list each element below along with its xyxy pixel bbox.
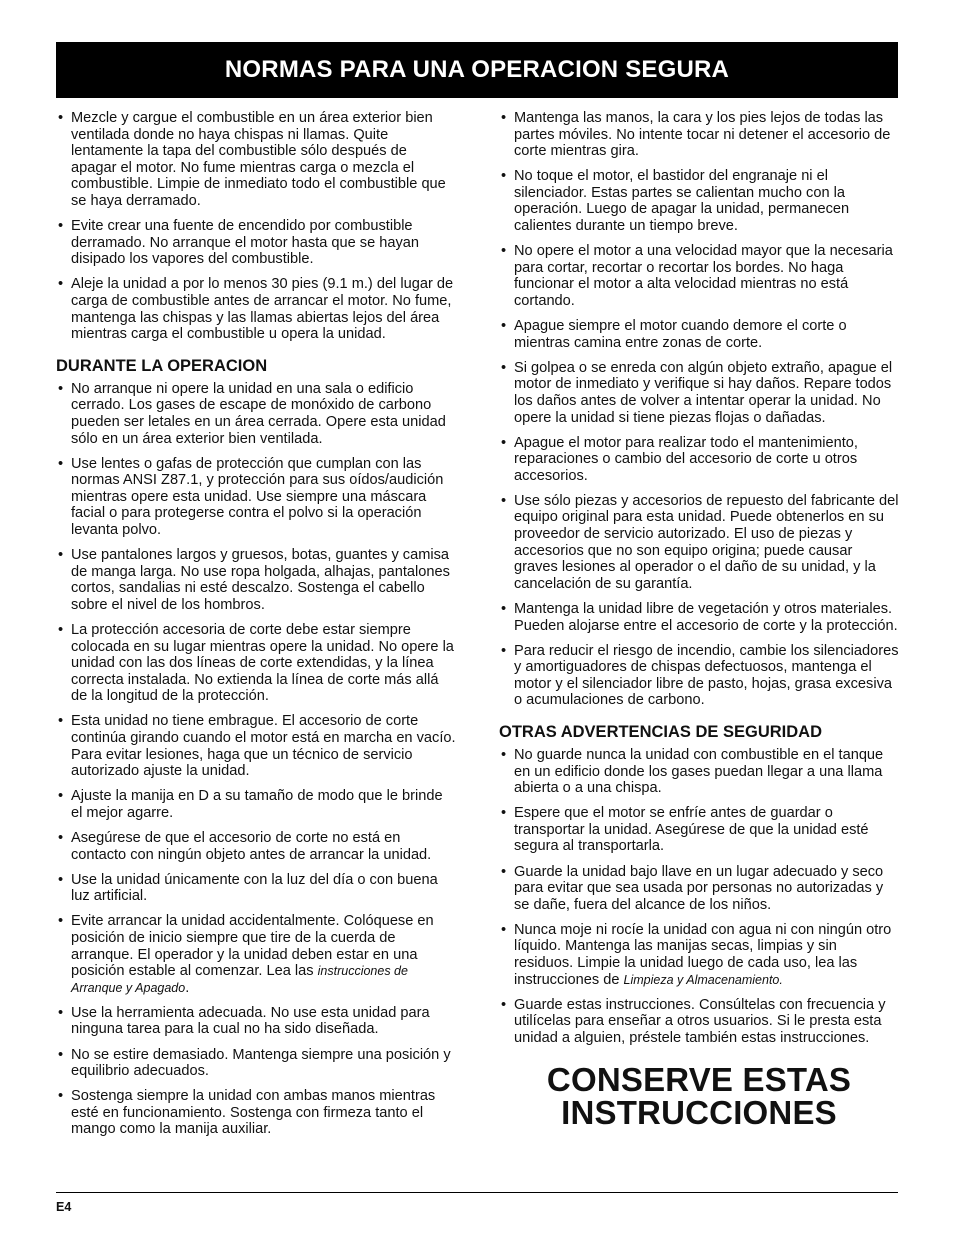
list-item: • Mantenga la unidad libre de vegetación y otros materiales. Pueden alojarse entre el accesorio de corte y la protección. — [499, 601, 899, 634]
list-item: • Asegúrese de que el accesorio de corte no está en contacto con ningún objeto antes de arrancar la unidad. — [56, 830, 456, 863]
conserve-line-2: INSTRUCCIONES — [561, 1093, 837, 1131]
left-column — [56, 110, 456, 1146]
item-end: . — [185, 979, 190, 996]
list-item: • Evite crear una fuente de encendido por combustible derramado. No arranque el motor hasta que se hayan disipado los vapores del combustible. — [56, 218, 456, 268]
list-item: • No se estire demasiado. Mantenga siempre una posición y equilibrio adecuados. — [56, 1047, 456, 1080]
page-number: E4 — [56, 1200, 72, 1214]
other-warnings-list — [499, 747, 899, 1047]
list-item: • No arranque ni opere la unidad en una sala o edificio cerrado. Los gases de escape de monóxido de carbono pueden ser letales en un área cerrada. Opere esta unidad sólo en un área exterior bien ventilada. — [56, 381, 456, 447]
conserve-instructions-heading — [499, 1060, 899, 1131]
operation-list — [56, 381, 456, 1138]
page-title: NORMAS PARA UNA OPERACION SEGURA — [224, 56, 730, 83]
section-heading-other-warnings: OTRAS ADVERTENCIAS DE SEGURIDAD — [499, 723, 822, 741]
item-text: Nunca moje ni rocíe la unidad con agua ni con ningún otro líquido. Mantenga las manijas secas, limpias y sin residuos. Limpie la unidad luego de cada uso, lea las instrucciones de — [514, 921, 892, 988]
list-item: • No guarde nunca la unidad con combustible en el tanque en un edificio donde los gases puedan llegar a una llama abierta o a una chispa. — [499, 747, 899, 797]
list-item: • Ajuste la manija en D a su tamaño de modo que le brinde el mejor agarre. — [56, 788, 456, 821]
list-item — [499, 922, 899, 988]
list-item: • Aleje la unidad a por lo menos 30 pies (9.1 m.) del lugar de carga de combustible antes de arrancar el motor. No fume, mantenga las chispas y las llamas abiertas lejos del área mientras carga el combustible u opera la unidad. — [56, 276, 456, 342]
list-item: • Espere que el motor se enfríe antes de guardar o transportar la unidad. Asegúrese de que la unidad esté segura al transportarla. — [499, 805, 899, 855]
list-item: • Sostenga siempre la unidad con ambas manos mientras esté en funcionamiento. Sostenga con firmeza tanto el mango como la manija auxiliar. — [56, 1088, 456, 1138]
list-item: • Si golpea o se enreda con algún objeto extraño, apague el motor de inmediato y verifique si hay daños. Repare todos los daños antes de volver a intentar operar la unidad. No opere la unidad si tiene piezas flojas o dañadas. — [499, 360, 899, 426]
list-item: • Apague siempre el motor cuando demore el corte o mientras camina entre zonas de corte. — [499, 318, 899, 351]
list-item: • Esta unidad no tiene embrague. El accesorio de corte continúa girando cuando el motor está en marcha en vacío. Para evitar lesiones, haga que un técnico de servicio autorizado ajuste la unidad. — [56, 713, 456, 779]
conserve-line-1: CONSERVE ESTAS — [546, 1060, 852, 1098]
list-item: • Apague el motor para realizar todo el mantenimiento, reparaciones o cambio del accesorio de corte u otros accesorios. — [499, 435, 899, 485]
right-column — [499, 110, 899, 1129]
list-item: • La protección accesoria de corte debe estar siempre colocada en su lugar mientras opere la unidad. No opere la unidad con las dos líneas de corte extendidas, y la línea correcta instalada. No extienda la línea de corte más allá de la longitud de la protección. — [56, 622, 456, 705]
list-item: • Guarde la unidad bajo llave en un lugar adecuado y seco para evitar que sea usada por personas no autorizadas y se dañe, fuera del alcance de los niños. — [499, 864, 899, 914]
list-item: • No opere el motor a una velocidad mayor que la necesaria para cortar, recortar o recortar los bordes. No haga funcionar el motor a alta velocidad mientras no está cortando. — [499, 243, 899, 309]
list-item: • No toque el motor, el bastidor del engranaje ni el silenciador. Estas partes se calientan mucho con la operación. Luego de apagar la unidad, permanecen calientes durante un tiempo breve. — [499, 168, 899, 234]
section-heading-operation: DURANTE LA OPERACION — [56, 356, 268, 375]
list-item: • Use la herramienta adecuada. No use esta unidad para ninguna tarea para la cual no ha sido diseñada. — [56, 1005, 456, 1038]
list-item: • Para reducir el riesgo de incendio, cambie los silenciadores y amortiguadores de chispas defectuosos, mantenga el motor y el silenciador libre de pasto, hojas, grasa excesiva o acumulaciones de carbono. — [499, 643, 899, 709]
item-text: Evite arrancar la unidad accidentalmente. Colóquese en posición de inicio siempre que tire de la cuerda de arranque. El operador y la unidad deben estar en una posición estable al comenzar. Lea las — [71, 913, 434, 980]
footer-divider — [56, 1192, 898, 1193]
list-item: • Use sólo piezas y accesorios de repuesto del fabricante del equipo original para esta unidad. Puede obtenerlos en su proveedor de servicio autorizado. El uso de piezas y accesorios que no son equipo origina; puede causar graves lesiones al operador o el daño de su unidad, y la cancelación de su garantía. — [499, 493, 899, 593]
list-item: • Mezcle y cargue el combustible en un área exterior bien ventilada donde no haya chispas ni llamas. Quite lentamente la tapa del combustible sólo después de apagar el motor. No fume mientras carga o mezcla el combustible. Limpie de inmediato todo el combustible que se haya derramado. — [56, 110, 456, 210]
fuel-safety-list — [56, 110, 456, 343]
list-item: • Mantenga las manos, la cara y los pies lejos de todas las partes móviles. No intente tocar ni detener el accesorio de corte mientras gira. — [499, 110, 899, 160]
page-header-banner — [56, 42, 898, 98]
list-item: • Guarde estas instrucciones. Consúltelas con frecuencia y utilícelas para enseñar a otros usuarios. Si le presta esta unidad a alguien, préstele también estas instrucciones. — [499, 997, 899, 1047]
reference-italic: Limpieza y Almacenamiento. — [623, 972, 783, 987]
list-item: • Use pantalones largos y gruesos, botas, guantes y camisa de manga larga. No use ropa holgada, alhajas, pantalones cortos, sandalias ni esté descalzo. Sostenga el cabello sobre el nivel de los hombros. — [56, 547, 456, 613]
list-item: • Use la unidad únicamente con la luz del día o con buena luz artificial. — [56, 872, 456, 905]
operation-list-continued — [499, 110, 899, 709]
reference-italic: instrucciones de Arranque y Apagado — [71, 964, 408, 995]
list-item: • Use lentes o gafas de protección que cumplan con las normas ANSI Z87.1, y protección para sus oídos/audición mientras opere esta unidad. Use siempre una máscara facial o para protegerse contra el polvo si la operación levanta polvo. — [56, 456, 456, 539]
list-item — [56, 913, 456, 996]
